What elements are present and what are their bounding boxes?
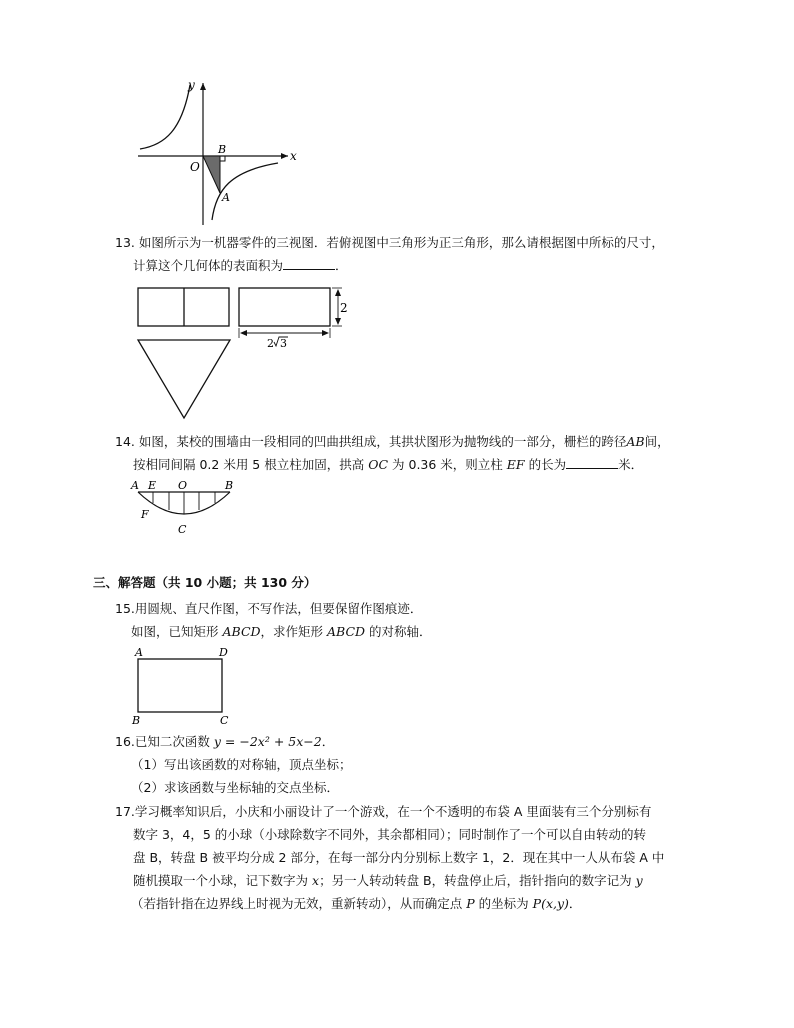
- three-view-figure: [130, 282, 360, 424]
- origin-label: O: [190, 160, 200, 174]
- q15-text-1: 用圆规、直尺作图，不写作法，但要保留作图痕迹．: [134, 601, 423, 616]
- q17-number: 17.: [115, 804, 135, 819]
- q13-text-2a: 计算这个几何体的表面积为: [133, 258, 284, 273]
- q14-line-2: [133, 456, 643, 474]
- q14-text-1a: 如图，某校的围墙由一段相同的凹曲拱组成，其拱状图形为抛物线的一部分，栅栏的跨径: [138, 434, 627, 449]
- q17-point-p: P: [466, 896, 475, 911]
- rectangle-abcd: [138, 659, 222, 712]
- q14-text-2a: 按相同间隔 0.2 米用 5 根立柱加固，拱高: [133, 457, 365, 472]
- q13-number: 13.: [115, 235, 135, 250]
- axis-y-label: y: [188, 78, 195, 92]
- q14-number: 14.: [115, 434, 135, 449]
- arch-label-b: B: [225, 479, 234, 492]
- q14-answer-blank[interactable]: [566, 456, 618, 469]
- q17-line-3: 盘 B，转盘 B 被平均分成 2 部分，在每一部分内分别标上数字 1，2．现在其中一人从布袋 A 中: [133, 850, 665, 865]
- q16-line-1: [115, 733, 334, 751]
- q14-oc: OC: [368, 457, 389, 472]
- q16-number: 16.: [115, 734, 135, 749]
- q13-text-2b: ．: [335, 258, 348, 273]
- arch-label-c: C: [178, 523, 187, 536]
- q17-text-5c: 的坐标为: [478, 896, 529, 911]
- q17-line-2: 数字 3，4，5 的小球（小球除数字不同外，其余都相同）；同时制作了一个可以自由转动的转: [133, 827, 647, 842]
- side-view: [239, 288, 330, 326]
- rect-label-b: B: [132, 714, 141, 727]
- q17-var-x: x: [312, 873, 320, 888]
- q13-line-1: [115, 234, 664, 252]
- q14-text-2c: 为 0.36 米，则立柱: [392, 457, 503, 472]
- q16-text-1b: ．: [321, 734, 335, 749]
- q17-line-4: [133, 872, 643, 890]
- q14-line-1: [115, 433, 670, 451]
- arch-label-f: F: [141, 508, 149, 521]
- q17-point-pxy: P(x,y): [532, 896, 569, 911]
- q14-ef: EF: [506, 457, 525, 472]
- rect-label-a: A: [135, 646, 143, 659]
- q17-var-y: y: [635, 873, 643, 888]
- q16-sub-1: （1）写出该函数的对称轴，顶点坐标；: [131, 757, 352, 772]
- hyperbola-figure: [130, 75, 310, 230]
- arch-label-e: E: [148, 479, 157, 492]
- q16-text-1a: 已知二次函数: [134, 734, 210, 749]
- point-b-label: B: [218, 143, 227, 156]
- q14-text-2e: 的长为: [528, 457, 567, 472]
- point-a-label: A: [222, 191, 230, 204]
- q14-text-1c: 间，: [644, 434, 670, 449]
- q15-number: 15.: [115, 601, 135, 616]
- q17-text-1: 学习概率知识后，小庆和小丽设计了一个游戏，在一个不透明的布袋 A 里面装有三个分别标有: [134, 804, 652, 819]
- q15-text-2e: 的对称轴．: [369, 624, 432, 639]
- q15-text-2c: ，求作矩形: [260, 624, 324, 639]
- arch-label-a: A: [131, 479, 139, 492]
- q17-text-4c: ；另一人转动转盘 B，转盘停止后，指针指向的数字记为: [319, 873, 632, 888]
- q13-line-2: [133, 257, 348, 275]
- q15-line-2: [131, 623, 432, 641]
- q17-text-5e: ．: [568, 896, 582, 911]
- q15-abcd-1: ABCD: [222, 624, 261, 639]
- arch-figure: [128, 478, 248, 538]
- rectangle-figure: [128, 645, 238, 727]
- rect-label-d: D: [219, 646, 228, 659]
- height-dimension-label: 2: [340, 301, 348, 315]
- q17-line-1: [115, 803, 651, 821]
- q13-text-1: 如图所示为一机器零件的三视图．若俯视图中三角形为正三角形，那么请根据图中所标的尺寸，: [138, 235, 664, 250]
- q16-sub-2: （2）求该函数与坐标轴的交点坐标．: [131, 780, 339, 795]
- top-view-triangle: [138, 340, 230, 418]
- q15-text-2a: 如图，已知矩形: [131, 624, 219, 639]
- q13-answer-blank[interactable]: [283, 257, 335, 270]
- q15-abcd-2: ABCD: [327, 624, 366, 639]
- section-3-title: 三、解答题（共 10 小题；共 130 分）: [93, 575, 317, 590]
- width-dimension-coef: 2: [267, 337, 274, 350]
- q17-text-5a: （若指针指在边界线上时视为无效，重新转动），从而确定点: [131, 896, 463, 911]
- q16-formula: y = −2x² + 5x−2: [213, 734, 322, 749]
- q14-ab: AB: [626, 434, 645, 449]
- axis-x-label: x: [290, 149, 297, 163]
- arch-label-o: O: [178, 479, 188, 492]
- rect-label-c: C: [220, 714, 229, 727]
- q15-line-1: [115, 600, 422, 618]
- q17-line-5: [131, 895, 581, 913]
- q17-text-4a: 随机摸取一个小球，记下数字为: [133, 873, 309, 888]
- width-dimension-radicand: 3: [280, 337, 287, 350]
- q14-text-2f: 米．: [618, 457, 644, 472]
